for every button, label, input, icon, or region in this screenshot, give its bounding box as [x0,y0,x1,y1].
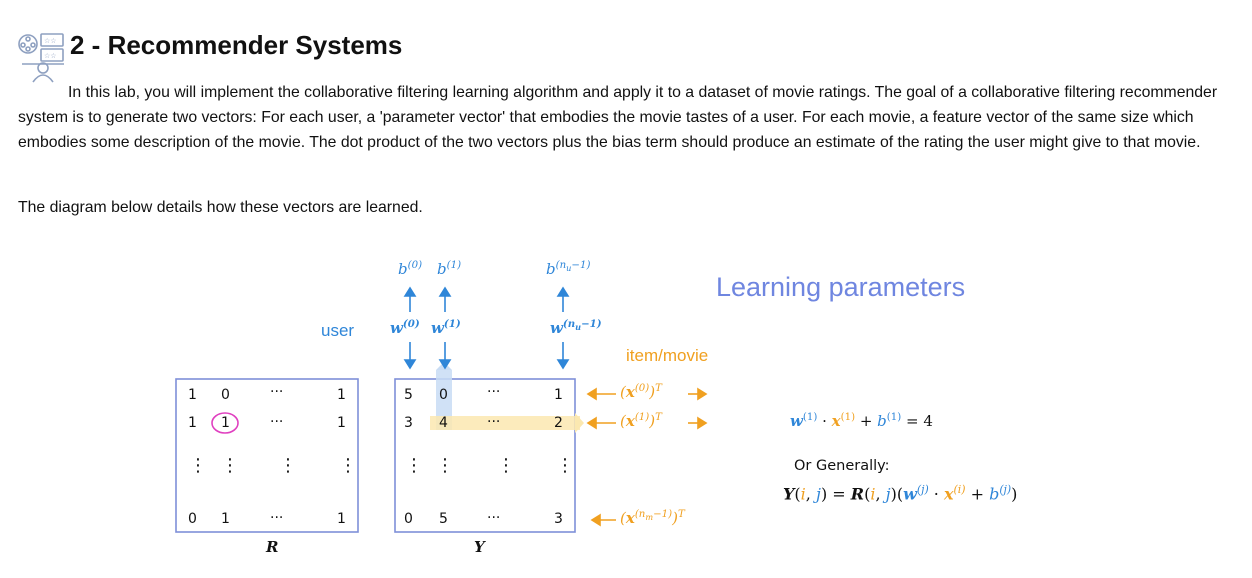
y-cell: ⋮ [556,455,574,476]
feature-label-0: $(x^{(0)})^T$ [620,383,662,401]
page-title: 2 - Recommender Systems [70,30,403,60]
y-cell: ⋮ [497,455,515,476]
y-cell: 5 [404,387,413,403]
intro-paragraph: In this lab, you will implement the collaborative filtering learning algorithm and apply it to a dataset of movie ratings. The goal of a collaborative filtering recommender system is to generate two vectors: For each user, a 'parameter vector' that embodies the movie tastes of a user. For each movie, a feature vector of the same size which embodies some description of the movie. The dot product of the two vectors plus the bias term should produce an estimate of the rating the user might give to that movie. [18,84,1218,151]
y-cell: ⋮ [436,455,454,476]
y-cell: 0 [439,387,448,403]
diagram-note: The diagram below details how these vectors are learned. [18,199,423,216]
r-cell: ⋮ [279,455,297,476]
r-cell: 1 [337,387,346,403]
r-cell: ⋮ [221,455,239,476]
y-cell: 4 [439,415,448,431]
y-cell: 1 [554,387,563,403]
general-equation: Y(i, j) = R(i, $j)(w^{(j)} \cdot x^{(i)} + b^{(j)})$ [783,483,1018,504]
y-cell: ⋮ [405,455,423,476]
svg-text:☆☆: ☆☆ [44,52,57,60]
r-cell: ··· [270,384,284,400]
r-cell: 0 [221,387,230,403]
svg-text:☆☆: ☆☆ [44,37,57,45]
r-cell: ⋮ [339,455,357,476]
r-cell: 1 [337,511,346,527]
r-cell: ··· [270,510,284,526]
bias-label-1: $b^{(1)}$ [437,260,462,278]
learning-parameters-heading: Learning parameters [716,272,966,302]
r-cell: 1 [221,511,230,527]
r-cell: 1 [337,415,346,431]
weight-label-1: $w^{(1)}$ [431,318,461,337]
matrix-r-caption: R [266,538,279,556]
or-generally-label: Or Generally: [794,458,890,474]
y-cell: 3 [554,511,563,527]
y-cell: 2 [554,415,563,431]
r-cell: 1 [188,415,197,431]
y-cell: ··· [487,510,501,526]
user-label: user [321,321,355,340]
r-cell: 1 [221,415,230,431]
r-cell: ··· [270,414,284,430]
item-movie-label: item/movie [626,346,709,365]
y-cell: 3 [404,415,413,431]
feature-label-last: $(x^{(n_m-1)})^T$ [620,509,685,527]
r-cell: ⋮ [189,455,207,476]
weight-label-last: $w^{(n_u-1)}$ [550,318,602,337]
r-cell: 0 [188,511,197,527]
bias-label-last: $b^{(n_u-1)}$ [546,260,591,278]
y-cell: 0 [404,511,413,527]
feature-label-1: $(x^{(1)})^T$ [620,412,662,430]
r-cell: 1 [188,387,197,403]
y-cell: ··· [487,414,501,430]
y-cell: 5 [439,511,448,527]
matrix-y-caption: Y [474,538,485,556]
bias-label-0: $b^{(0)}$ [398,260,423,278]
y-cell: ··· [487,384,501,400]
weight-label-0: $w^{(0)}$ [390,318,420,337]
example-equation: $w^{(1)} \cdot x^{(1)} + b^{(1)} = 4$ [790,412,933,430]
